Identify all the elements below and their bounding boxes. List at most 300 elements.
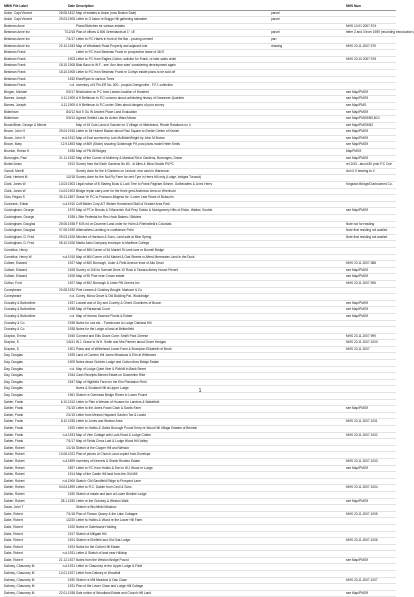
cell-date: 28.1.1930 (60, 498, 75, 503)
cell-description: Alternatives Lambing re confidence Field (76, 228, 134, 233)
table-row (4, 334, 396, 341)
cell-mhs-num (346, 83, 396, 89)
cell-type (271, 419, 346, 425)
cell-file-label: Dake, Robert (4, 538, 23, 543)
cell-type (271, 459, 346, 465)
cell-file-label: Bidenham (4, 109, 19, 114)
cell-description: W.J. Grave to W.H. Smith and Mrs Parmer about Dover Hedges (76, 340, 166, 345)
cell-mhs-num: see Map/PMG9 (346, 590, 369, 595)
cell-mhs-num (346, 255, 396, 261)
cell-file-label: Brown, John H (4, 129, 25, 134)
cell-type (271, 367, 346, 373)
cell-date: 29.03.1906 (59, 17, 75, 22)
cell-file-label: Day, Douglas (4, 360, 23, 365)
cell-file-label: Bestman Anne Inc (4, 36, 30, 41)
table-row (4, 591, 396, 597)
cell-mhs-num: Note that residing not availed (346, 234, 388, 239)
cell-mhs-num: Note not for reading (346, 221, 375, 226)
cell-file-label: Cottam, Edward (4, 267, 27, 272)
table-row (4, 281, 396, 288)
cell-file-label: Bestman Frank (4, 83, 26, 88)
cell-file-label: Day, Douglas (4, 379, 23, 384)
cell-type (271, 327, 346, 333)
cell-mhs-num: Note that residing not availed (346, 228, 388, 233)
cell-date: 22.01.1938 (59, 590, 75, 595)
cell-description: F M B nd on Doormel Land order for Holm & Rheinsfield's Colonials (76, 221, 172, 226)
cell-mhs-num: see Map/PMG9 (346, 267, 369, 272)
table-row (4, 142, 396, 149)
cell-type (271, 288, 346, 294)
cell-date: 1927 (67, 261, 75, 266)
cell-type (271, 228, 346, 234)
table-row (4, 11, 396, 18)
cell-description: Letter to the Jones Fraan Cash & Scotts Farm (76, 406, 142, 411)
cell-type: parcel (271, 17, 280, 22)
table-row (4, 406, 396, 413)
table-row (4, 301, 396, 308)
cell-file-label: Daws, John T (4, 505, 24, 510)
header-file-label: MB/K File Label (4, 4, 28, 8)
cell-file-label: Cockingham, George (4, 208, 35, 213)
cell-type (271, 564, 346, 570)
table-row (4, 123, 396, 130)
cell-description: Map of Fields Cross Laid & Lodge Wood Hill Valley (76, 439, 148, 444)
table-body (4, 10, 414, 597)
cell-description: Map of Westbank Road Property and adjacent lots (76, 43, 148, 48)
cell-date: 1930 (67, 491, 75, 496)
cell-description: A H Bettinson to P.C under Giles about dangers of poor survey (76, 102, 165, 107)
cell-file-label: Dake, Robert (4, 518, 23, 523)
table-row (4, 512, 396, 519)
cell-mhs-num: MHS 20.11.2007.1002 (346, 432, 378, 437)
cell-file-label: Day, Douglas (4, 386, 23, 391)
cell-type (271, 518, 346, 524)
cell-type (271, 24, 346, 30)
cell-description: Letter to P.C from Bestman Frank re prospective lease of 48-R (76, 50, 164, 55)
cell-type (271, 83, 346, 89)
cell-description: Plan of the Lower Close and Lodge Hill Cottage (76, 584, 144, 589)
cell-type (271, 353, 346, 359)
cell-mhs-num (346, 564, 396, 570)
cell-date: 04.04.1899 (59, 485, 75, 490)
table-row (4, 373, 396, 380)
table-row (4, 162, 396, 169)
cell-description: Sketch re Elmfield and Old Oak Lodge (76, 538, 131, 543)
cell-file-label: Clan, Regan S (4, 195, 25, 200)
cell-description: Notes for the Cotton Hill Estate (76, 544, 120, 549)
cell-file-label: Dake, Robert (4, 511, 23, 516)
cell-mhs-num (346, 327, 396, 333)
cell-type (271, 215, 346, 221)
cell-mhs-num: MHS 20.11.2007.996 (346, 280, 376, 285)
cell-date: n.d.1906 (62, 478, 75, 483)
cell-type (271, 189, 346, 195)
cell-file-label: Cockingham, Douglas (4, 228, 36, 233)
table-row (4, 413, 396, 420)
cell-description: Map of Harrow Scarrow Ponds & Estate (76, 313, 133, 318)
cell-date: 08.10.1926 (59, 241, 75, 246)
cell-mhs-num (346, 288, 396, 294)
cell-type (271, 136, 346, 142)
cell-type (271, 373, 346, 379)
cell-date: 7/1/17 (66, 439, 75, 444)
cell-type (271, 294, 346, 300)
cell-mhs-num: MHS 20.11.2007 (346, 346, 370, 351)
cell-file-label: Burke/Jones (4, 162, 22, 167)
cell-mhs-num: see Map/PMG9 (346, 155, 369, 160)
cell-type (271, 241, 346, 247)
cell-mhs-num: MHS 20.11.2007.1003 (346, 458, 378, 463)
table-row (4, 571, 396, 578)
cell-mhs-num (346, 446, 396, 452)
table-row (4, 96, 396, 103)
cell-type (271, 281, 346, 287)
cell-mhs-num: see Map/PMG9/B3 (346, 122, 373, 127)
cell-description: Sketch of the Copper Hill and Weston (76, 445, 130, 450)
cell-description: Survey of 106 for Samuel Dene 10 Rock & Tamara Abbey House Peveril (76, 267, 178, 272)
cell-file-label: Bestman Frank (4, 76, 26, 81)
cell-type (271, 571, 346, 577)
cell-description: Letter to R.C. Dabier from Cecil & Sons (76, 485, 132, 490)
cell-mhs-num: see Map/PMG9 (346, 406, 369, 411)
cell-type (271, 472, 346, 478)
cell-type (271, 169, 346, 175)
table-row (4, 479, 396, 486)
cell-date: 07.06.1939 (59, 228, 75, 233)
cell-mhs-num: MHS 20.11.2007.999 (346, 333, 376, 338)
cell-description: Plan of Mill Corner of 54 Market St Leek lane re Burnell Bridge (76, 247, 165, 252)
cell-date: n.d. (69, 83, 75, 88)
cell-file-label: Crossley & Co. (4, 320, 26, 325)
table-row (4, 446, 396, 453)
cell-date: 1/2/18 (66, 175, 75, 180)
cell-date: 18.10.1908 (59, 63, 75, 68)
cell-description: Letter to Hobbs & Gates Borough Pound Kerry re Wood Hill Village Estates of Brimble (76, 426, 198, 430)
cell-mhs-num (346, 518, 396, 524)
cell-date: 1901 (67, 346, 75, 351)
cell-mhs-num (346, 37, 396, 43)
table-row (4, 77, 396, 84)
cell-mhs-num (346, 472, 396, 478)
cell-date: 1935 (67, 149, 75, 154)
cell-mhs-num (346, 400, 396, 406)
cell-file-label: Cottam, Edward (4, 274, 27, 279)
cell-file-label: Dabier, Frank (4, 432, 24, 437)
cell-type (271, 116, 346, 122)
cell-date: 4.11.1909 (61, 102, 75, 107)
table-row (4, 294, 396, 301)
cell-date: 7/12/18 (64, 30, 75, 35)
cell-description: Sketch of estate and lane at Lower Brimble Lodge (76, 491, 147, 496)
cell-mhs-num: MHS 20.11.2007.1007 (346, 577, 378, 582)
cell-type (271, 222, 346, 228)
cell-type (271, 538, 346, 544)
cell-description: Map of 15 Cuts Land of Gander on 3 Village of Hildebrand, Rende Rotations no 4 (76, 122, 191, 127)
cell-description: Letter to P.C from Eagles Cotton, solicitor for Frank, re later sales order (76, 56, 177, 61)
cell-type (271, 492, 346, 498)
cell-file-label: Clark, Herbert M (4, 175, 28, 180)
cell-description: Sketch re Overseas Bridge Rivers in Lower Pound (76, 393, 148, 398)
cell-type (271, 314, 346, 320)
cell-mhs-num (346, 525, 396, 531)
cell-file-label: Dabier, Robert (4, 465, 25, 470)
cell-description: Map of Highfield Farm for the Elm Plantation Field (76, 379, 147, 384)
cell-file-label: Bergen, Michael (4, 89, 28, 94)
table-row (4, 44, 396, 51)
cell-file-label: Dake, Robert (4, 524, 23, 529)
cell-date: 1/2/20 (66, 518, 75, 523)
cell-file-label: Day, Douglas (4, 393, 23, 398)
cell-description: Letter to Sir Hubert Backer about Paul Square to Exeter Center of Kenish (76, 129, 180, 134)
cell-file-label: Dabier, Robert (4, 445, 25, 450)
cell-date: 1961 (67, 393, 75, 398)
cell-type (271, 347, 346, 353)
cell-file-label: Dabier, Frank (4, 439, 24, 444)
table-row (4, 558, 396, 565)
cell-date: 1920 (67, 524, 75, 529)
table-row (4, 83, 396, 90)
cell-description: Cash Receipts Bennet Estate on Downshire Rise (76, 373, 146, 378)
cell-date: 1/1/16 (66, 445, 75, 450)
cell-type (271, 50, 346, 56)
cell-file-label: Carroll, Merrill (4, 168, 24, 173)
cell-file-label: Cockingham, George (4, 215, 35, 219)
cell-mhs-num: see Map/PMG9 (346, 109, 369, 114)
cell-file-label: Cockingham, Douglas (4, 221, 36, 226)
cell-description: Inventory of 5 Pin-ER No. 800 - propuls Drengnothe - F.F.1 collection (76, 83, 173, 88)
cell-mhs-num (346, 70, 396, 76)
cell-type (271, 149, 346, 155)
cell-date: 1917 (67, 531, 75, 536)
cell-type (271, 156, 346, 162)
cell-type (271, 274, 346, 280)
cell-type (271, 321, 346, 327)
table-row (4, 215, 396, 222)
cell-date: 7/1/17 (66, 36, 75, 41)
cell-description: Plans/Sketches for various estates (76, 23, 125, 28)
cell-type (271, 532, 346, 538)
cell-mhs-num (346, 532, 396, 538)
cell-description: Lowest and of Dry and Coverly & Ghent Chambers of Brown (76, 300, 162, 305)
header-type (271, 4, 346, 10)
cell-date: 1940 (67, 333, 75, 338)
table-row (4, 156, 396, 163)
cell-description: Sketch re Mill Meadow & Oak Close (76, 577, 127, 582)
table-row (4, 17, 396, 24)
cell-date: 1938 (67, 307, 75, 312)
header-description: Description (76, 4, 94, 8)
cell-mhs-num: see Map/PMG9 (346, 96, 369, 101)
table-header (4, 4, 396, 11)
cell-file-label: Dake, Robert (4, 557, 23, 562)
cell-date: 7/1/15 (66, 406, 75, 411)
cell-date: 1932 (67, 76, 75, 81)
cell-file-label: Dabier, Robert (4, 491, 25, 496)
table-row (4, 380, 396, 387)
table-row (4, 545, 396, 552)
cell-description: Notes re Gatehouse Holding (76, 524, 117, 529)
table-row (4, 63, 396, 70)
cell-mhs-num (346, 439, 396, 445)
cell-file-label: Clark, Jones W (4, 188, 26, 193)
table-row (4, 518, 396, 525)
cell-type (271, 485, 346, 491)
cell-description: Plan of offices & 606 Greenlands at 1" =8' (76, 30, 136, 35)
cell-mhs-num (346, 195, 396, 201)
cell-type: parr (271, 36, 277, 41)
cell-description: Map of Parasenal Court (76, 307, 110, 312)
cell-mhs-num: MHS 20.11.2007.1001 (346, 419, 378, 424)
cell-description: Map of Vine Cottage with Lock-Road & Lodge Cotten (76, 432, 151, 437)
cell-type (271, 433, 346, 439)
table-row (4, 241, 396, 248)
table-row (4, 110, 396, 117)
cell-description: Map of PT-in Brooks & 9 Baverish Goil Prey Toledo & Montgomery Hills of Eldon, Walker, Sooble (76, 208, 213, 213)
cell-description: Blair Baun to W.F - see 'Ann time wise' considering development again (76, 63, 176, 68)
cell-description: A H Bettinson to P.C concern about unfinishing history of Oaresmer Quarters (76, 96, 185, 101)
table-row (4, 426, 396, 433)
cell-mhs-num (346, 551, 396, 557)
cell-description: Notes & Scotland Hill at Upper Lodge (76, 386, 129, 391)
cell-description: Martin Aslin Company envelope to Maritime College (76, 241, 150, 246)
cell-date: 1924 (67, 544, 75, 549)
table-row (4, 175, 396, 182)
cell-file-label: Dabier, Robert (4, 472, 25, 477)
cell-type (271, 195, 346, 201)
table-row (4, 136, 396, 143)
cell-file-label: Day, Douglas (4, 353, 23, 358)
cell-type (271, 439, 346, 445)
cell-description: Grass Ye P.C to Fransom-Bidgess for I Lower Lear Rowe of Bobson's (76, 195, 174, 200)
cell-date: 1938 (67, 320, 75, 325)
cell-date: 20.08.1932 (59, 287, 75, 292)
cell-description: Coney, Mona Grove & Old Building Pat- Wooldridge (76, 294, 150, 299)
cell-mhs-num (346, 294, 396, 300)
table-row (4, 532, 396, 539)
cell-type (271, 202, 346, 208)
cell-date: 20.10.1943 (59, 43, 75, 48)
cell-type (271, 578, 346, 584)
cell-description: Sketch re Birchfield Meadow (76, 505, 117, 510)
spreadsheet-table (4, 4, 414, 597)
cell-mhs-num: see Map/PMG9 (346, 142, 369, 147)
cell-date: 12.01.1927 (59, 571, 75, 576)
table-row (4, 189, 396, 196)
cell-description: Legal notice of B Starteg Book & Lock Tree to Frank Pagham Slinner, Gothecalers & Lines Herrs (76, 182, 213, 187)
cell-type (271, 400, 346, 406)
cell-mhs-num: see Map/PMG9 (346, 135, 369, 140)
table-row (4, 24, 396, 31)
table-row (4, 255, 396, 262)
cell-date: 1920 (67, 426, 75, 430)
table-row (4, 578, 396, 585)
cell-mhs-num: see Map/PMG9 (346, 300, 369, 305)
cell-file-label: Dabney, Chauncey M (4, 577, 35, 582)
cell-mhs-num: see Map/PMG9/B9,B10 (346, 116, 380, 121)
cell-description: Land of Corners Hill Jones Meadows & Elm at Whiteacre (76, 353, 157, 358)
cell-date: 8.10.1935 (60, 419, 75, 424)
table-row (4, 169, 396, 176)
cell-mhs-num (346, 367, 396, 373)
cell-mhs-num (346, 215, 396, 221)
table-row (4, 347, 396, 354)
cell-description: Letter re the Gotzbey & Weston Walk (76, 498, 129, 503)
cell-description: Map of estates in Aston (now Boston Dale) (76, 10, 137, 15)
table-row (4, 485, 396, 492)
cell-file-label: Brown, Mary (4, 142, 22, 147)
cell-type (271, 129, 346, 135)
cell-type (271, 182, 346, 188)
table-row (4, 367, 396, 374)
table-row (4, 419, 396, 426)
table-row (4, 149, 396, 156)
cell-type (271, 545, 346, 551)
cell-date: n.d.1933 (62, 432, 75, 437)
table-row (4, 195, 396, 202)
cell-file-label: Brunton, Reese H (4, 149, 30, 154)
cell-date: 1931 (67, 584, 75, 589)
table-row (4, 360, 396, 367)
cell-type (271, 307, 346, 313)
cell-description: Letter to Chauncey re the Upper Lodge & Field (76, 564, 143, 569)
cell-description: Elan/Ryan to various Trees (76, 76, 115, 81)
cell-date: 7/1/18 (66, 511, 75, 516)
cell-type (271, 452, 346, 458)
cell-description: Letter to Plan a Weston of Houses for Landers & Wakefield (76, 399, 160, 404)
cell-mhs-num: MHS 20.11.2007.988 (346, 261, 376, 266)
cell-description: Map of 800 Borrough, Lister & Field Avenue Inwe of Alto Dean (76, 261, 164, 266)
cell-file-label: Aston, Capt Vincent (4, 10, 33, 15)
table-row (4, 353, 396, 360)
cell-file-label: Barnes, Joseph (4, 96, 27, 101)
cell-file-label: Brown, John H (4, 135, 25, 140)
cell-date: 14.04.1903 (59, 188, 75, 193)
cell-date: 21.11.1932 (59, 155, 75, 160)
header-mhs-num: MHS Num (346, 4, 362, 8)
cell-type: parcel (271, 30, 280, 35)
cell-mhs-num: MHS 20.11.2007.1005 (346, 511, 378, 516)
cell-type (271, 90, 346, 96)
cell-date: 1912 (67, 162, 75, 167)
cell-mhs-num: see Map/PMG9 (346, 129, 369, 134)
cell-mhs-num: MHS 20.11.2007.1006 (346, 538, 378, 543)
cell-file-label: Bestman Frank (4, 63, 26, 68)
cell-date: 28.08.1812 (59, 10, 75, 15)
cell-file-label: Dabier, Frank (4, 406, 24, 411)
cell-date: 1897 (67, 465, 75, 470)
cell-file-label: Dabier, Frank (4, 412, 24, 417)
cell-file-label: Coneybeare (4, 294, 22, 299)
cell-description: Notes for Lea etc. - Farmhouse to Lodge Oakland Hill (76, 320, 152, 325)
cell-mhs-num (346, 584, 396, 590)
cell-date: 1938 (67, 215, 75, 219)
cell-description: Notes from the Weston Bridge Pound (76, 557, 129, 562)
cell-description: Letter from Messrs Hayward Garden Tax & Lands (76, 412, 146, 417)
cell-date: 09.03.1926 (59, 234, 75, 239)
cell-date (56, 505, 76, 511)
cell-type (271, 340, 346, 346)
cell-mhs-num (346, 545, 396, 551)
table-row (4, 57, 396, 64)
cell-date: 5/3/14 (66, 116, 75, 121)
cell-file-label: Dabier, Robert (4, 498, 25, 503)
cell-type (271, 261, 346, 267)
cell-type (271, 301, 346, 307)
cell-mhs-num (346, 479, 396, 485)
cell-type (271, 525, 346, 531)
cell-type (271, 512, 346, 518)
cell-date: 1914 (67, 472, 75, 477)
